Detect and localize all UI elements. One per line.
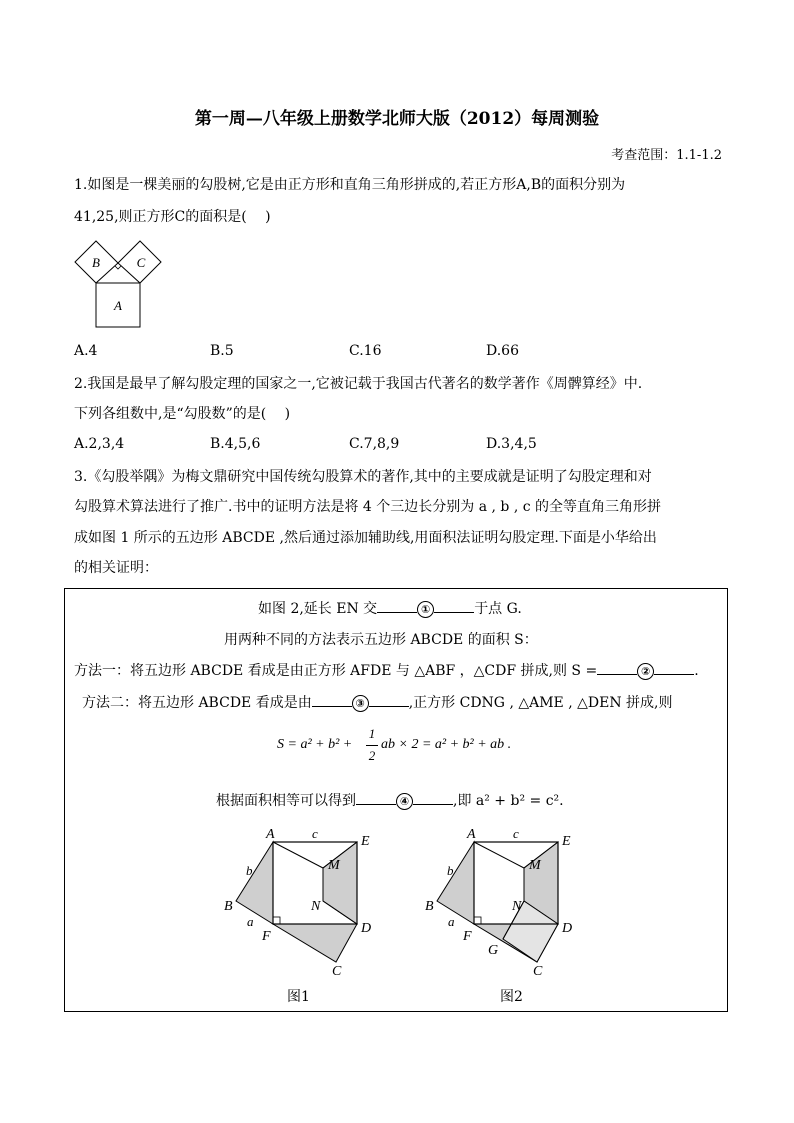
line-am xyxy=(474,842,524,868)
blank-1-left[interactable] xyxy=(377,600,417,613)
equation-fraction-numerator: 1 xyxy=(368,726,376,741)
fig2-point-d: D xyxy=(562,921,573,936)
proof-line6 xyxy=(216,790,564,810)
mark-4: ④ xyxy=(396,793,413,810)
label-b: B xyxy=(92,255,100,270)
fig2-side-a: a xyxy=(448,914,455,929)
fig2-point-e: E xyxy=(562,834,571,849)
proof-line2: 用两种不同的方法表示五边形 ABCDE 的面积 S： xyxy=(224,632,538,648)
q1-option-a[interactable]: A.4 xyxy=(74,343,98,359)
proof-line1-start: 如图 2,延长 EN 交 xyxy=(258,601,378,617)
right-angle-f xyxy=(273,917,280,924)
q1-option-b[interactable]: B.5 xyxy=(210,343,234,359)
figure-2 xyxy=(420,822,580,982)
right-angle-mark xyxy=(115,266,121,269)
fig2-point-n: N xyxy=(512,899,522,914)
blank-3-right[interactable] xyxy=(369,694,409,707)
q3-line1: 3.《勾股举隅》为梅文鼎研究中国传统勾股算术的著作,其中的主要成就是证明了勾股定理和对 xyxy=(74,469,652,485)
fig2-point-a: A xyxy=(467,827,476,842)
exam-scope: 考查范围：1.1-1.2 xyxy=(611,148,722,163)
page-title: 第一周—八年级上册数学北师大版（2012）每周测验 xyxy=(194,109,600,129)
q2-line2: 下列各组数中,是“勾股数”的是( ) xyxy=(74,406,291,422)
equation-lhs: S = a² + b² + xyxy=(277,737,353,752)
method2-end: ,正方形 CDNG , △AME , △DEN 拼成,则 xyxy=(408,695,673,711)
method1-text: 方法一：将五边形 ABCDE 看成是由正方形 AFDE 与 △ABF ，△CDF 拼成,则 S = xyxy=(74,663,598,679)
label-a: A xyxy=(114,298,122,313)
fig1-point-d: D xyxy=(361,921,372,936)
q1-pythagoras-tree-figure xyxy=(72,240,172,332)
fig1-side-c: c xyxy=(312,826,318,841)
q2-option-c[interactable]: C.7,8,9 xyxy=(349,436,400,452)
figure-1-caption: 图1 xyxy=(287,989,310,1005)
blank-4-left[interactable] xyxy=(356,792,396,805)
blank-3-left[interactable] xyxy=(312,694,352,707)
q3-line2: 勾股算术算法进行了推广.书中的证明方法是将 4 个三边长分别为 a , b , c 的全等直角三角形拼 xyxy=(74,499,662,515)
fig1-side-a: a xyxy=(247,914,254,929)
q1-line1: 1.如图是一棵美丽的勾股树,它是由正方形和直角三角形拼成的,若正方形A,B的面积分别为 xyxy=(74,177,626,193)
mark-3: ③ xyxy=(352,695,369,712)
fig1-point-m: M xyxy=(328,858,340,873)
q2-option-d[interactable]: D.3,4,5 xyxy=(486,436,537,452)
mark-2: ② xyxy=(637,663,654,680)
fig2-point-b: B xyxy=(425,899,434,914)
figure-1 xyxy=(220,822,380,982)
proof-line1-end: 于点 G. xyxy=(474,601,522,617)
blank-1-right[interactable] xyxy=(434,600,474,613)
fig1-point-n: N xyxy=(311,899,321,914)
fig2-point-g: G xyxy=(488,943,499,958)
fig1-point-b: B xyxy=(224,899,233,914)
fig1-point-c: C xyxy=(332,964,342,979)
label-c: C xyxy=(136,255,146,270)
proof-line3 xyxy=(74,660,699,680)
q1-option-d[interactable]: D.66 xyxy=(486,343,519,359)
blank-2-right[interactable] xyxy=(654,662,694,675)
q1-option-c[interactable]: C.16 xyxy=(349,343,382,359)
fig1-point-a: A xyxy=(266,827,275,842)
q1-line2: 41,25,则正方形C的面积是( ) xyxy=(74,209,271,225)
q2-option-b[interactable]: B.4,5,6 xyxy=(210,436,261,452)
equation-rhs: ab × 2 = a² + b² + ab . xyxy=(381,737,512,752)
fig1-point-f: F xyxy=(262,929,271,944)
method1-end: . xyxy=(694,663,699,679)
right-angle-f xyxy=(474,917,481,924)
proof-line1 xyxy=(258,598,522,618)
fraction-bar xyxy=(366,745,378,746)
method2-text: 方法二：将五边形 ABCDE 看成是由 xyxy=(82,695,312,711)
fig2-point-f: F xyxy=(463,929,472,944)
triangle-abf xyxy=(437,842,474,924)
fig2-point-c: C xyxy=(533,964,543,979)
q3-line4: 的相关证明： xyxy=(74,560,158,576)
mark-1: ① xyxy=(417,601,434,618)
triangle-cdf xyxy=(273,924,357,962)
proof-line4 xyxy=(82,692,672,712)
figure-2-caption: 图2 xyxy=(500,989,523,1005)
equation-fraction-denominator: 2 xyxy=(368,748,376,763)
q2-line1: 2.我国是最早了解勾股定理的国家之一,它被记载于我国古代著名的数学著作《周髀算经》中. xyxy=(74,376,643,392)
shaded-quad-emnd xyxy=(323,842,357,924)
blank-4-right[interactable] xyxy=(413,792,453,805)
q3-line3: 成如图 1 所示的五边形 ABCDE ,然后通过添加辅助线,用面积法证明勾股定理.下面是小华给出 xyxy=(74,530,657,546)
triangle-abf xyxy=(236,842,273,924)
conclusion-text: 根据面积相等可以得到 xyxy=(216,793,356,809)
fig2-side-b: b xyxy=(447,863,454,878)
blank-2-left[interactable] xyxy=(597,662,637,675)
fig1-side-b: b xyxy=(246,863,253,878)
conclusion-end: ,即 a² + b² = c². xyxy=(453,793,564,809)
fig2-point-m: M xyxy=(529,858,541,873)
fig2-side-c: c xyxy=(513,826,519,841)
q2-option-a[interactable]: A.2,3,4 xyxy=(74,436,125,452)
fig1-point-e: E xyxy=(361,834,370,849)
line-am xyxy=(273,842,323,868)
